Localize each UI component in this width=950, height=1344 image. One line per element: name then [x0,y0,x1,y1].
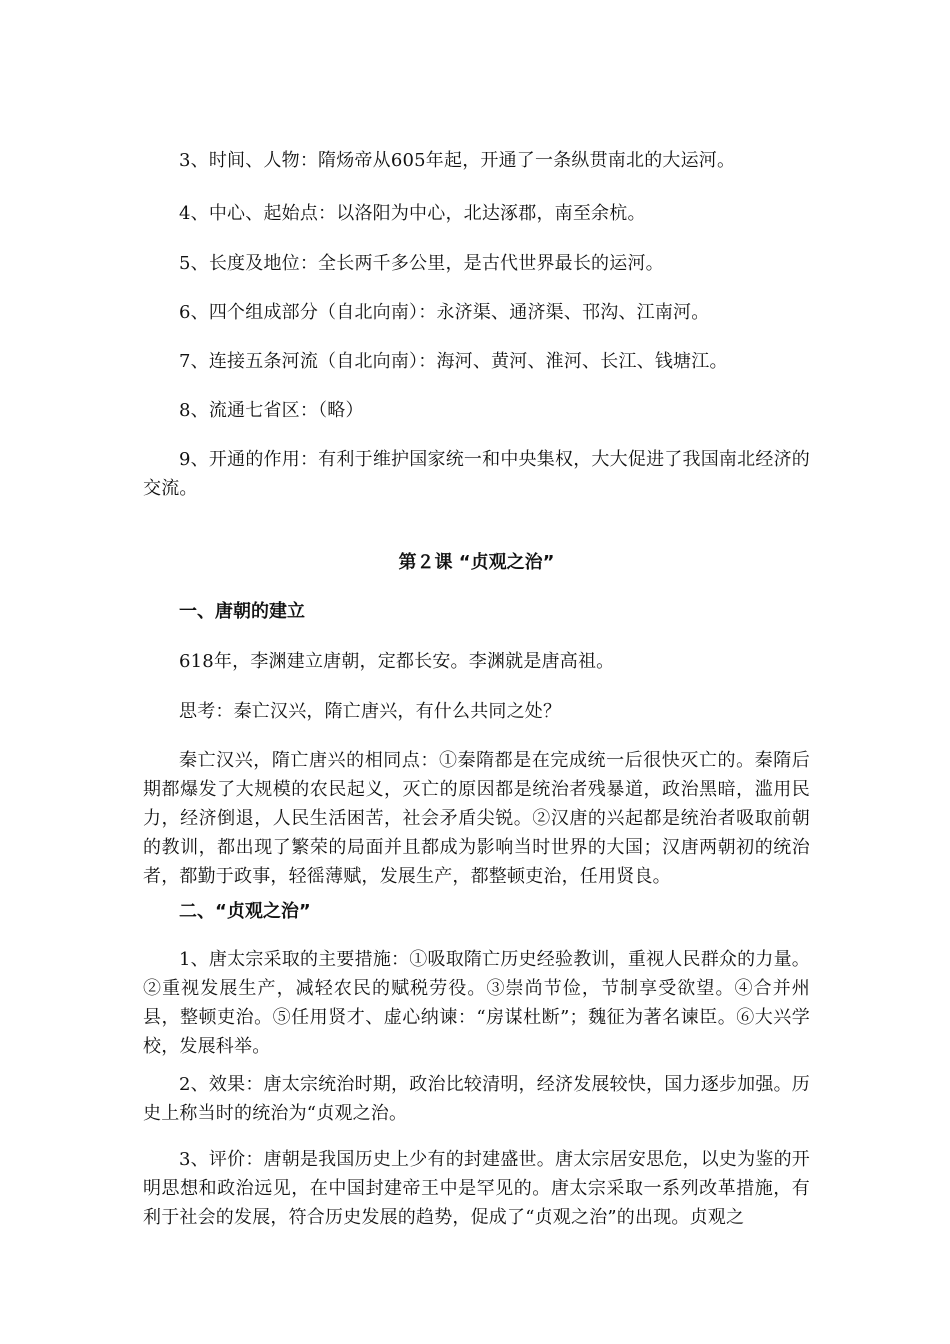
paragraph-measures: 1、唐太宗采取的主要措施：①吸取隋亡历史经验教训，重视人民群众的力量。②重视发展生产，减轻农民的赋税劳役。③崇尚节俭，节制享受欲望。④合并州县，整顿吏治。⑤任用贤才、虚心纳谏：“房谋杜断”；魏征为著名谏臣。⑥大兴学校，发展科举。 [143,949,810,1057]
paragraph-effect: 2、效果：唐太宗统治时期，政治比较清明，经济发展较快，国力逐步加强。历史上称当时的统治为“贞观之治。 [143,1074,810,1124]
paragraph-item-9: 9、开通的作用：有利于维护国家统一和中央集权，大大促进了我国南北经济的交流。 [143,449,810,499]
paragraph-comparison: 秦亡汉兴，隋亡唐兴的相同点：①秦隋都是在完成统一后很快灭亡的。秦隋后期都爆发了大规模的农民起义，灭亡的原因都是统治者残暴道，政治黑暗，滥用民力，经济倒退，人民生活困苦，社会矛盾尖锐。②汉唐的兴起都是统治者吸取前朝的教训，都出现了繁荣的局面并且都成为影响当时世界的大国；汉唐两朝初的统治者，都勤于政事，轻徭薄赋，发展生产，都整顿吏治，任用贤良。 [143,750,810,887]
paragraph-item-5: 5、长度及地位：全长两千多公里，是古代世界最长的运河。 [179,253,664,274]
paragraph-item-6: 6、四个组成部分（自北向南）：永济渠、通济渠、邗沟、江南河。 [179,302,710,323]
paragraph-item-7: 7、连接五条河流（自北向南）：海河、黄河、淮河、长江、钱塘江。 [179,351,728,372]
section-heading-1: 一、唐朝的建立 [179,601,305,622]
paragraph-tang-founding: 618年，李渊建立唐朝，定都长安。李渊就是唐高祖。 [179,651,615,672]
paragraph-question: 思考：秦亡汉兴，隋亡唐兴，有什么共同之处？ [179,701,562,722]
paragraph-item-4: 4、中心、起始点：以洛阳为中心，北达涿郡，南至余杭。 [179,203,646,224]
paragraph-item-8: 8、流通七省区：（略） [179,400,364,421]
paragraph-evaluation: 3、评价：唐朝是我国历史上少有的封建盛世。唐太宗居安思危，以史为鉴的开明思想和政治远见，在中国封建帝王中是罕见的。唐太宗采取一系列改革措施，有利于社会的发展，符合历史发展的趋势，促成了“贞观之治”的出现。贞观之 [143,1149,810,1228]
lesson-title: 第２课 “贞观之治” [398,552,555,573]
paragraph-item-3: 3、时间、人物：隋炀帝从605年起，开通了一条纵贯南北的大运河。 [179,150,736,171]
section-heading-2: 二、“贞观之治” [179,901,311,922]
